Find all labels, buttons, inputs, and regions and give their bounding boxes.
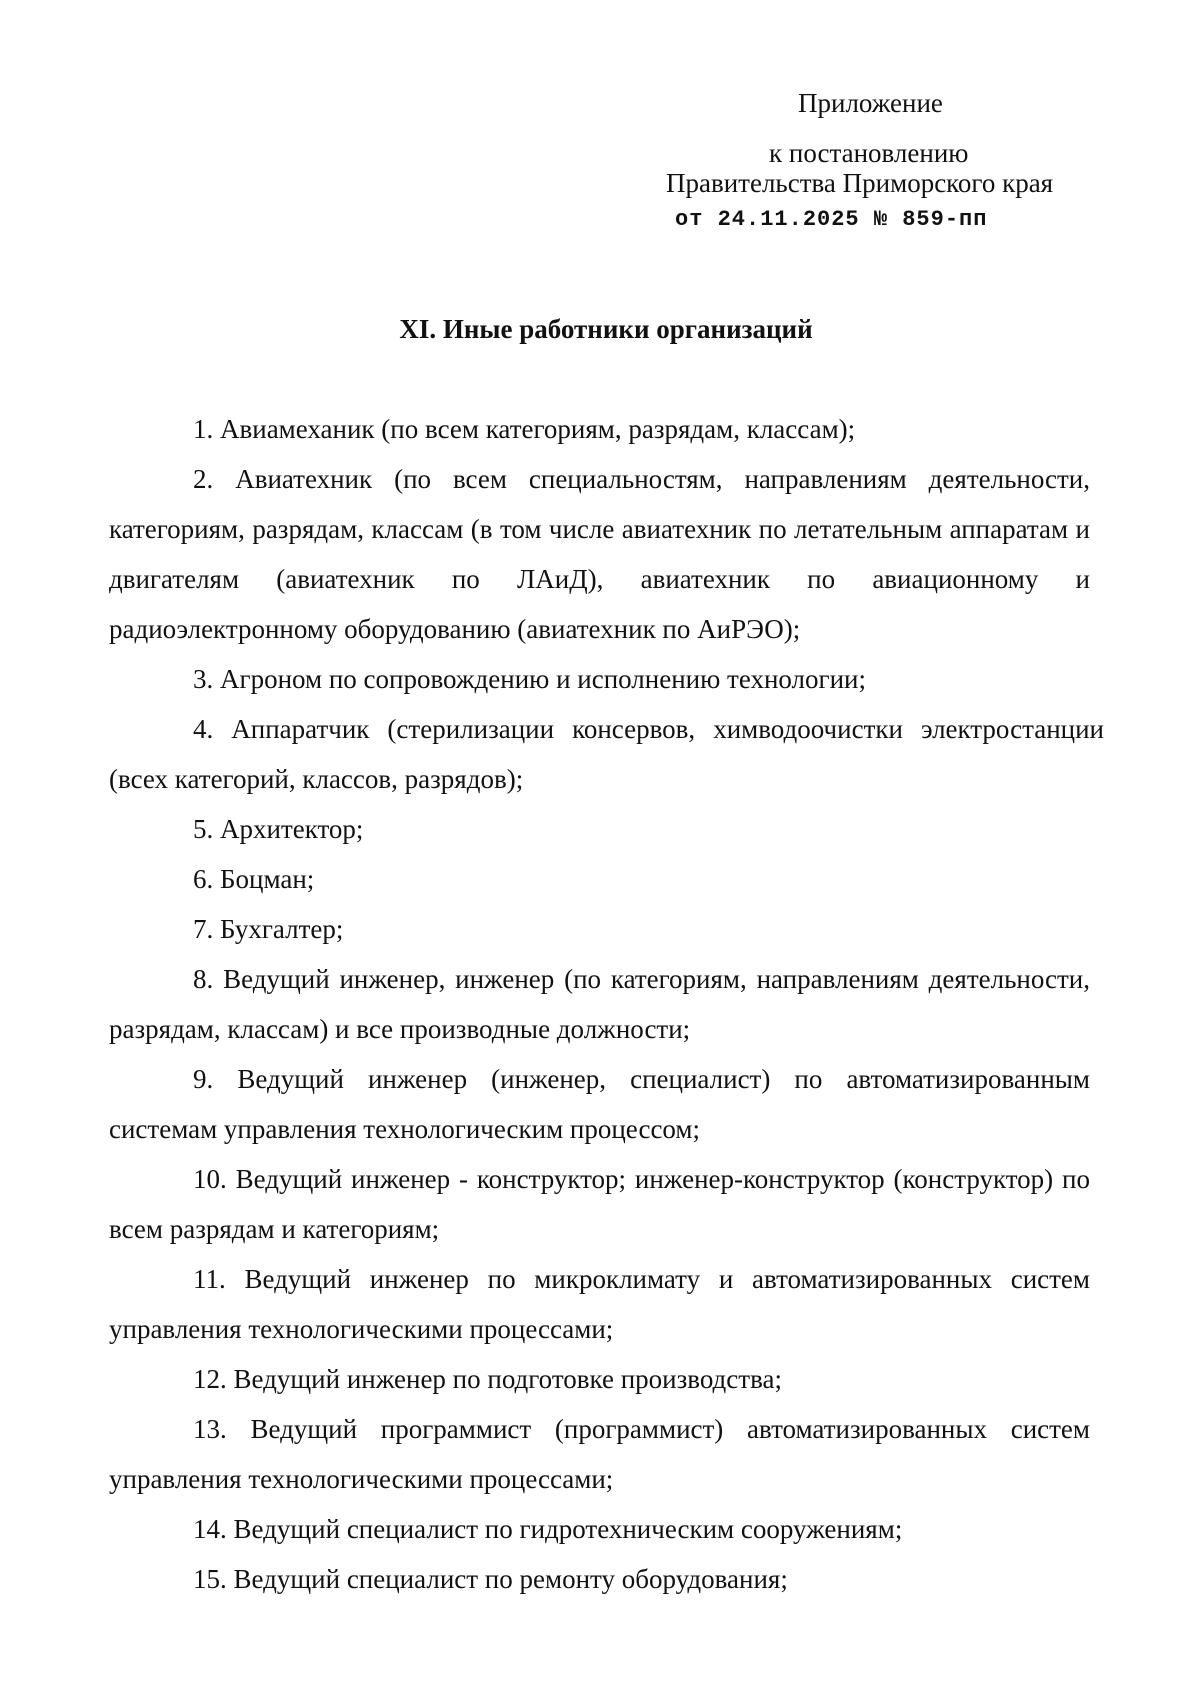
list-item: 7. Бухгалтер; — [193, 914, 344, 944]
list-item: 11. Ведущий инженер по микроклимату и автоматизированных систем управления технологическими процессами; — [109, 1264, 1090, 1344]
list-item: 10. Ведущий инженер - конструктор; инженер-конструктор (конструктор) по всем разрядам и категориям; — [109, 1164, 1090, 1244]
list-item: 9. Ведущий инженер (инженер, специалист) по автоматизированным системам управления технологическим процессом; — [109, 1064, 1090, 1144]
document-body — [109, 404, 1104, 1604]
appendix-date-number: от 24.11.2025 № 859-пп — [675, 207, 988, 232]
list-item: 6. Боцман; — [193, 864, 315, 894]
list-item: 4. Аппаратчик (стерилизации консервов, химводоочистки электростанции (всех категорий, классов, разрядов); — [109, 714, 1104, 794]
appendix-government-name: Правительства Приморского края — [666, 168, 1054, 198]
list-item: 13. Ведущий программист (программист) автоматизированных систем управления технологическими процессами; — [109, 1414, 1090, 1494]
list-item: 3. Агроном по сопровождению и исполнению технологии; — [193, 664, 866, 694]
appendix-resolution-ref: к постановлению — [769, 138, 969, 168]
list-item: 8. Ведущий инженер, инженер (по категориям, направлениям деятельности, разрядам, классам) и все производные должности; — [109, 964, 1090, 1044]
list-item: 15. Ведущий специалист по ремонту оборудования; — [193, 1564, 788, 1594]
appendix-title: Приложение — [798, 88, 943, 118]
list-item: 2. Авиатехник (по всем специальностям, направлениям деятельности, категориям, разрядам, классам (в том числе авиатехник по летательным аппаратам и двигателям (авиатехник по ЛАиД), авиатехник по авиационному и радиоэлектронному оборудованию (авиатехник по АиРЭО); — [109, 464, 1090, 644]
list-item: 14. Ведущий специалист по гидротехническим сооружениям; — [193, 1514, 903, 1544]
section-title: XI. Иные работники организаций — [399, 314, 813, 344]
list-item: 5. Архитектор; — [193, 814, 364, 844]
list-item: 12. Ведущий инженер по подготовке производства; — [193, 1364, 782, 1394]
list-item: 1. Авиамеханик (по всем категориям, разрядам, классам); — [193, 414, 856, 444]
